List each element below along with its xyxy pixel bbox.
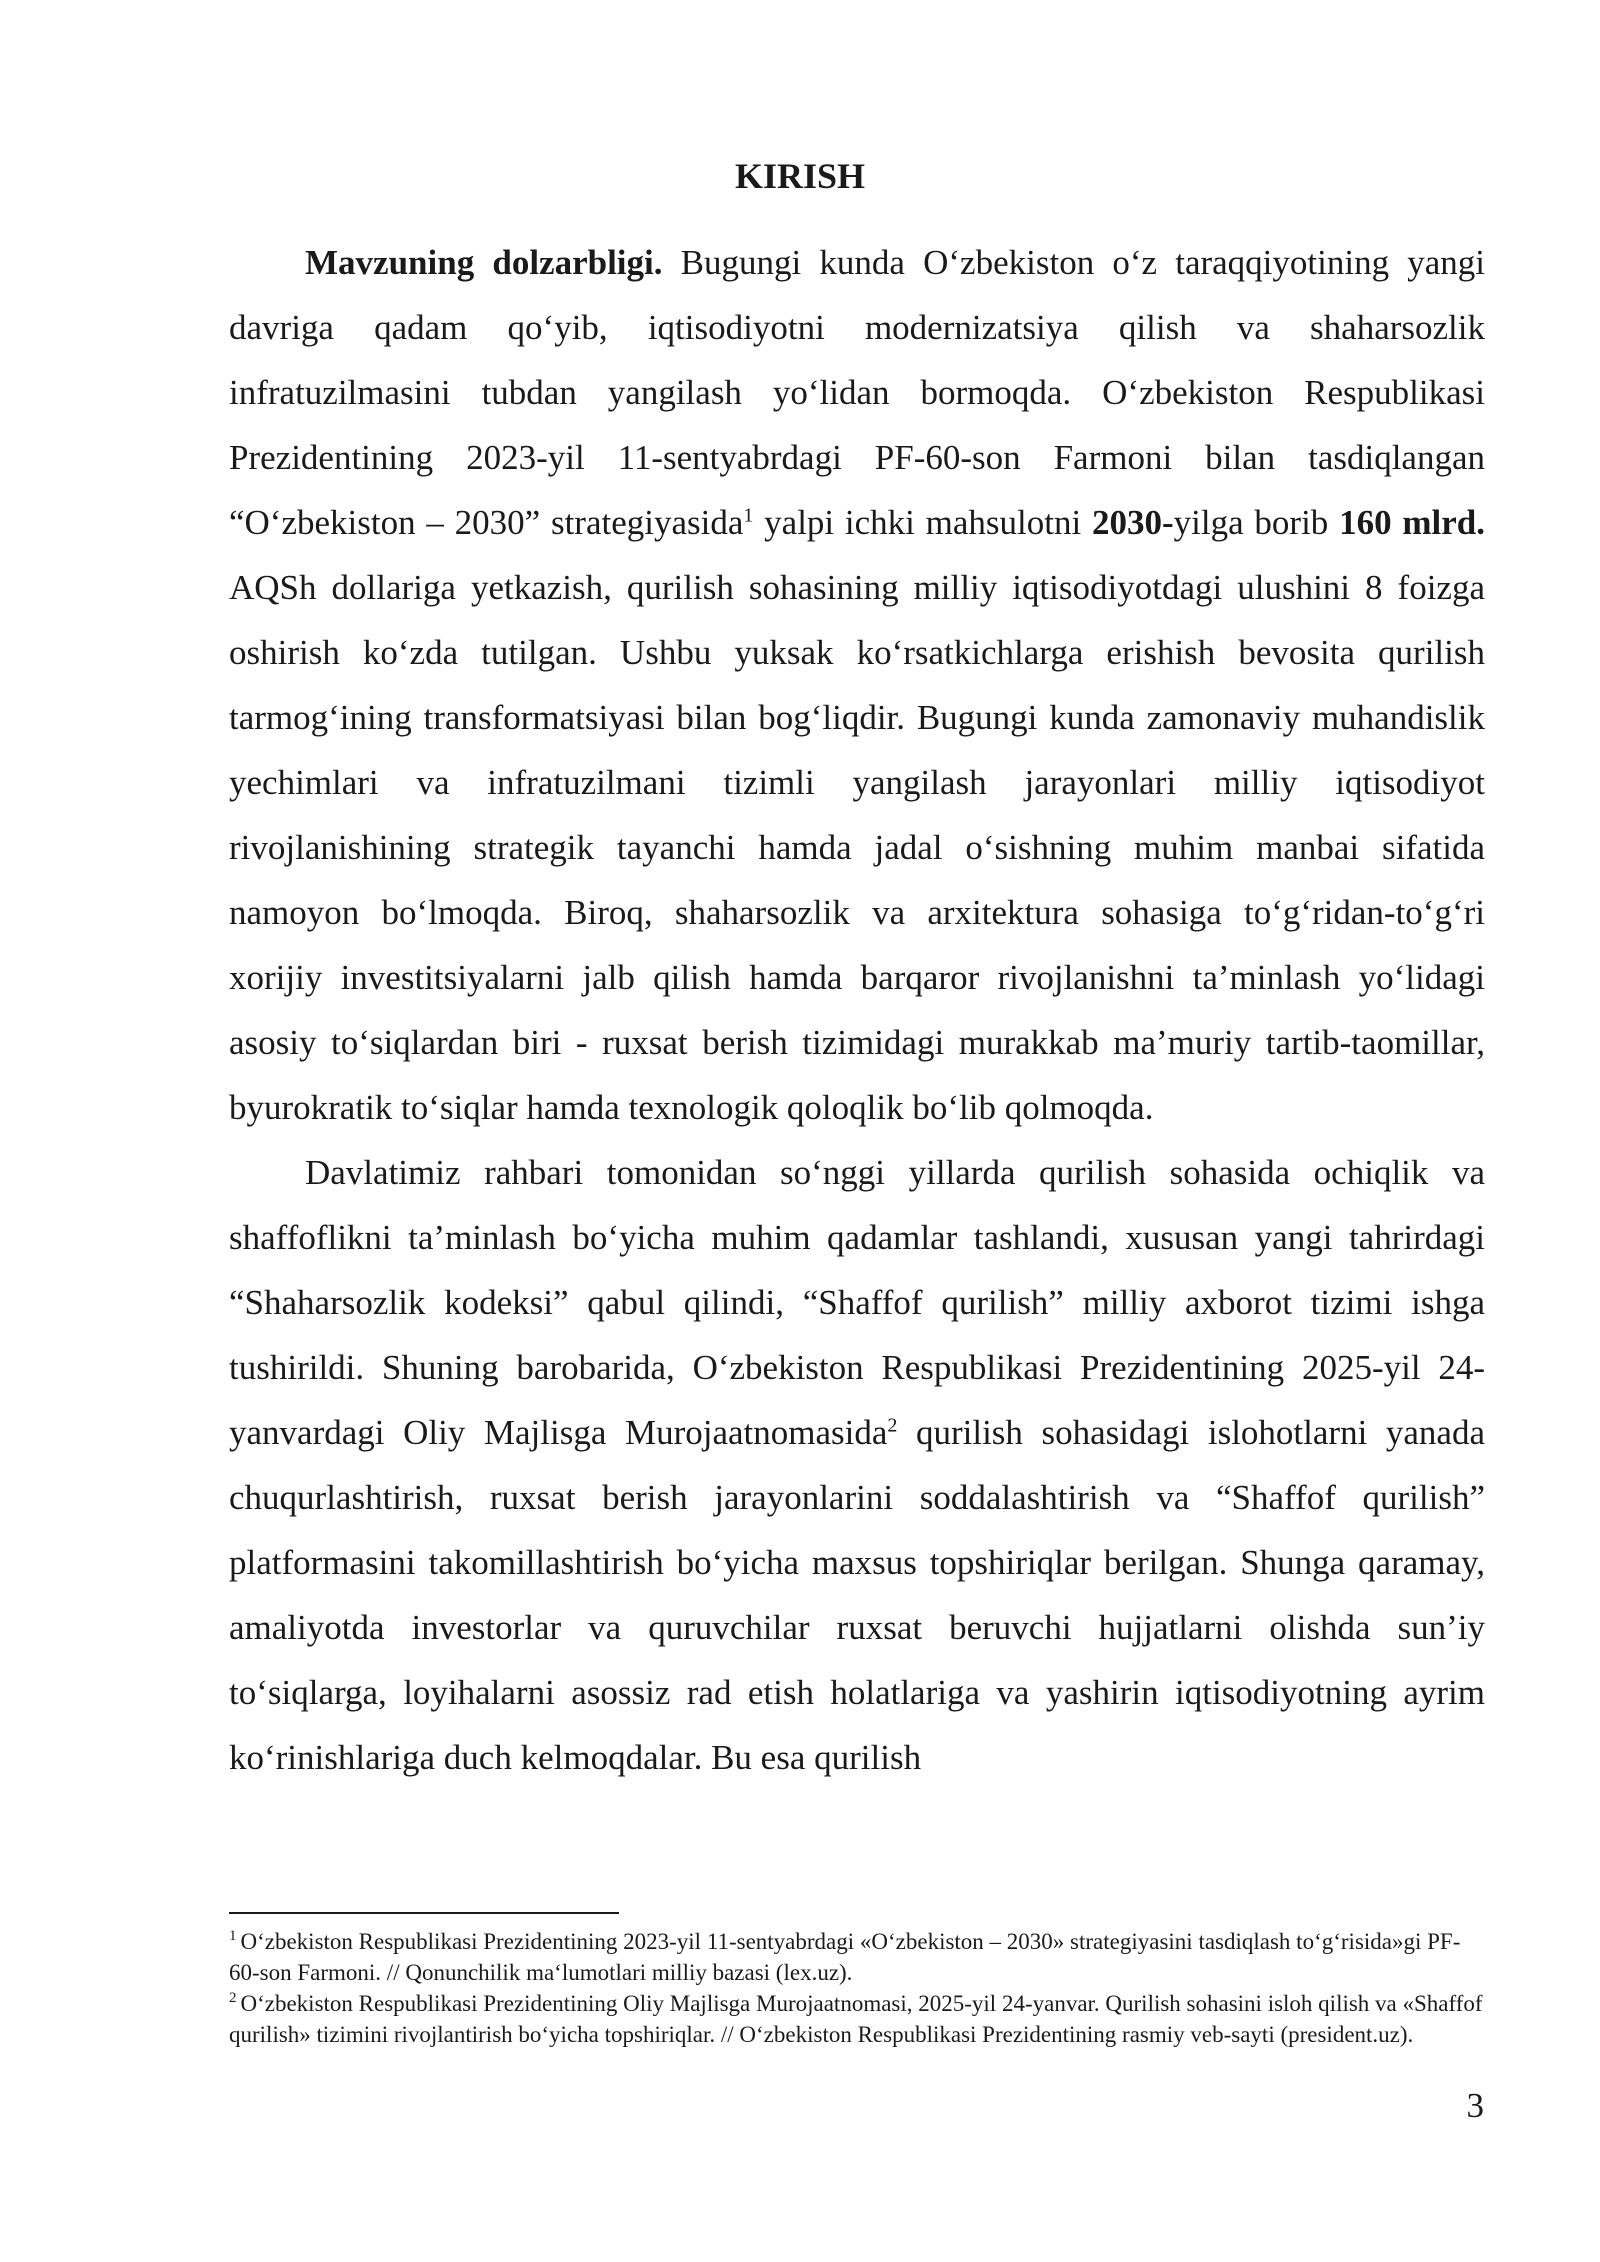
footnote-item bbox=[229, 1988, 1485, 2050]
paragraph-text: Bugungi kunda O‘zbekiston o‘z taraqqiyotining yangi davriga qadam qo‘yib, iqtisodiyotni modernizatsiya qilish va shaharsozlik infratuzilmasini tubdan yangilash yo‘lidan bormoqda. O‘zbekiston Respublikasi Prezidentining 2023-yil 11-sentyabrdagi PF-60-son Farmoni bilan tasdiqlangan “O‘zbekiston – 2030” strategiyasida bbox=[229, 243, 1486, 542]
footnote-separator bbox=[229, 1912, 619, 1914]
paragraph-text: yilga borib bbox=[1173, 503, 1340, 542]
paragraph-text: AQSh dollariga yetkazish, qurilish sohasining milliy iqtisodiyotdagi ulushini 8 foizga oshirish ko‘zda tutilgan. Ushbu yuksak ko‘rsatkichlarga erishish bevosita qurilish tarmog‘ining transformatsiyasi bilan bog‘liqdir. Bugungi kunda zamonaviy muhandislik yechimlari va infratuzilmani tizimli yangilash jarayonlari milliy iqtisodiyot rivojlanishining strategik tayanchi hamda jadal o‘sishning muhim manbai sifatida namoyon bo‘lmoqda. Biroq, shaharsozlik va arxitektura sohasiga to‘g‘ridan-to‘g‘ri xorijiy investitsiyalarni jalb qilish hamda barqaror rivojlanishni ta’minlash yo‘lidagi asosiy to‘siqlardan biri - ruxsat berish tizimidagi murakkab ma’muriy tartib-taomillar, byurokratik to‘siqlar hamda texnologik qoloqlik bo‘lib qolmoqda. bbox=[229, 568, 1485, 1127]
paragraph-text: yalpi ichki mahsulotni bbox=[753, 503, 1092, 542]
footnotes bbox=[229, 1926, 1485, 2050]
emphasis-amount: 160 mlrd. bbox=[1339, 503, 1485, 542]
paragraph-reforms bbox=[229, 1140, 1485, 1790]
section-title: KIRISH bbox=[734, 156, 866, 196]
footnote-reference[interactable]: 2 bbox=[887, 1414, 898, 1437]
footnote-item bbox=[229, 1926, 1485, 1988]
paragraph-relevance bbox=[229, 230, 1485, 1140]
paragraph-lead: Mavzuning dolzarbligi. bbox=[305, 243, 663, 282]
paragraph-text: Davlatimiz rahbari tomonidan so‘nggi yillarda qurilish sohasida ochiqlik va shaffoflikni ta’minlash bo‘yicha muhim qadamlar tashlandi, xususan yangi tahrirdagi “Shaharsozlik kodeksi” qabul qilindi, “Shaffof qurilish” milliy axborot tizimi ishga tushirildi. Shuning barobarida, O‘zbekiston Respublikasi Prezidentining 2025-yil 24-yanvardagi Oliy Majlisga Murojaatnomasida bbox=[229, 1153, 1485, 1452]
paragraph-text: qurilish sohasidagi islohotlarni yanada chuqurlashtirish, ruxsat berish jarayonlarini soddalashtirish va “Shaffof qurilish” platformasini takomillashtirish bo‘yicha maxsus topshiriqlar berilgan. Shunga qaramay, amaliyotda investorlar va quruvchilar ruxsat beruvchi hujjatlarni olishda sun’iy to‘siqlarga, loyihalarni asossiz rad etish holatlariga va yashirin iqtisodiyotning ayrim ko‘rinishlariga duch kelmoqdalar. Bu esa qurilish bbox=[229, 1413, 1485, 1777]
footnote-mark: 1 bbox=[229, 1928, 237, 1945]
footnote-reference[interactable]: 1 bbox=[743, 504, 754, 527]
body-text bbox=[229, 230, 1485, 1790]
footnote-text: O‘zbekiston Respublikasi Prezidentining Oliy Majlisga Murojaatnomasi, 2025-yil 24-yanvar. Qurilish sohasini isloh qilish va «Shaffof qurilish» tizimini rivojlantirish bo‘yicha topshiriqlar. // O‘zbekiston Respublikasi Prezidentining rasmiy veb-sayti (president.uz). bbox=[229, 1991, 1483, 2047]
page-number: 3 bbox=[1466, 2086, 1484, 2125]
emphasis-year: 2030- bbox=[1092, 503, 1174, 542]
footnote-text: O‘zbekiston Respublikasi Prezidentining 2023-yil 11-sentyabrdagi «O‘zbekiston – 2030» strategiyasini tasdiqlash to‘g‘risida»gi PF-60-son Farmoni. // Qonunchilik ma‘lumotlari milliy bazasi (lex.uz). bbox=[229, 1929, 1461, 1985]
footnote-mark: 2 bbox=[229, 1990, 237, 2007]
